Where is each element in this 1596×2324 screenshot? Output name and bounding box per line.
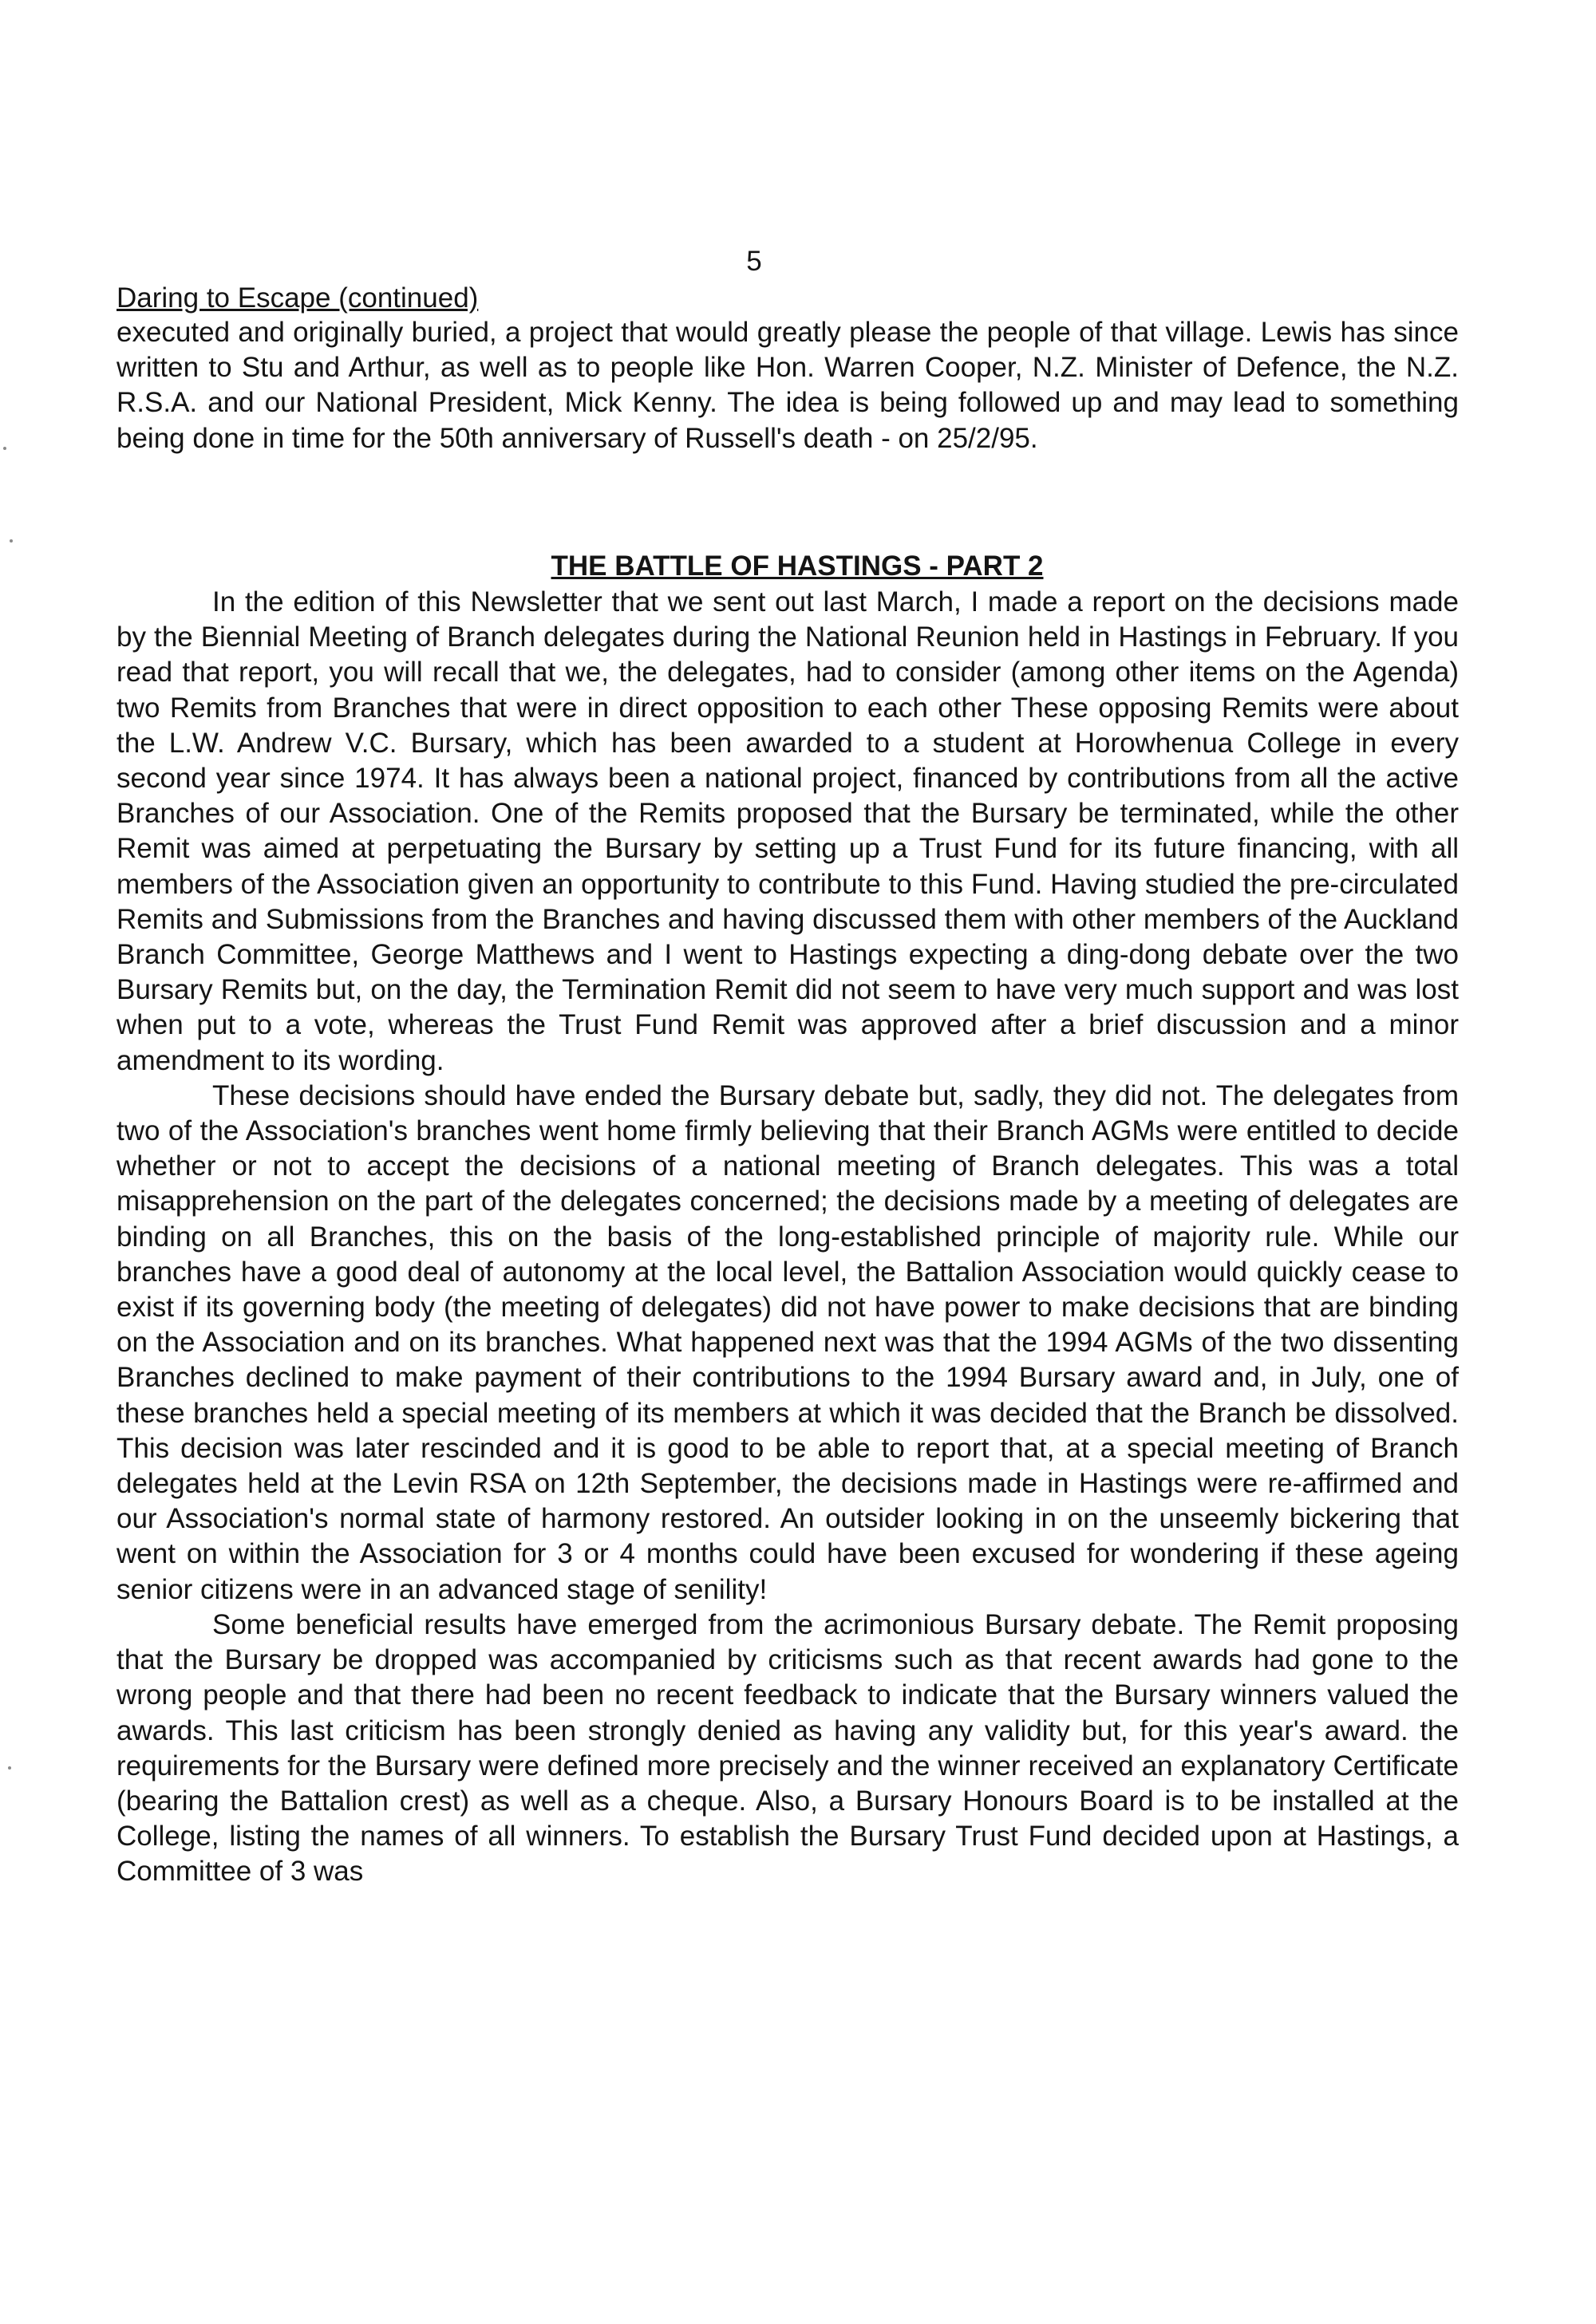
continued-section-title: Daring to Escape (continued) [117,282,479,314]
continued-paragraph: executed and originally buried, a project that would greatly please the people of that village. Lewis has since written to Stu and Arthur, as well as to people like Hon. Warren Cooper, N.Z. Minister of Defence, the N.Z. R.S.A. and our National President, Mick Kenny. The idea is being followed up and may lead to something being done in time for the 50th anniversary of Russell's death - on 25/2/95. [117,317,1459,454]
scan-speck [3,447,6,450]
scan-speck [8,1766,11,1770]
article-paragraph-3: Some beneficial results have emerged from the acrimonious Bursary debate. The Remit proposing that the Bursary be dropped was accompanied by criticisms such as that recent awards had gone to the wrong people and that there had been no recent feedback to indicate that the Bursary winners valued the awards. This last criticism has been strongly denied as having any validity but, for this year's award. the requirements for the Bursary were defined more precisely and the winner received an explanatory Certificate (bearing the Battalion crest) as well as a cheque. Also, a Bursary Honours Board is to be installed at the College, listing the names of all winners. To establish the Bursary Trust Fund decided upon at Hastings, a Committee of 3 was [117,1608,1459,1888]
article-heading: THE BATTLE OF HASTINGS - PART 2 [551,550,1044,582]
continued-section-body [117,315,1459,456]
article-paragraph-1: In the edition of this Newsletter that we sent out last March, I made a report on the decisions made by the Biennial Meeting of Branch delegates during the National Reunion held in Hastings in February. If you read that report, you will recall that we, the delegates, had to consider (among other items on the Agenda) two Remits from Branches that were in direct opposition to each other These opposing Remits were about the L.W. Andrew V.C. Bursary, which has been awarded to a student at Horowhenua College in every second year since 1974. It has always been a national project, financed by contributions from all the active Branches of our Association. One of the Remits proposed that the Bursary be terminated, while the other Remit was aimed at perpetuating the Bursary by setting up a Trust Fund for its future financing, with all members of the Association given an opportunity to contribute to this Fund. Having studied the pre-circulated Remits and Submissions from the Branches and having discussed them with other members of the Auckland Branch Committee, George Matthews and I went to Hastings expecting a ding-dong debate over the two Bursary Remits but, on the day, the Termination Remit did not seem to have very much support and was lost when put to a vote, whereas the Trust Fund Remit was approved after a brief discussion and a minor amendment to its wording. [117,586,1459,1076]
article-paragraph-2: These decisions should have ended the Bursary debate but, sadly, they did not. The delegates from two of the Association's branches went home firmly believing that their Branch AGMs were entitled to decide whether or not to accept the decisions of a national meeting of Branch delegates. This was a total misapprehension on the part of the delegates concerned; the decisions made by a meeting of delegates are binding on all Branches, this on the basis of the long-established principle of majority rule. While our branches have a good deal of autonomy at the local level, the Battalion Association would quickly cease to exist if its governing body (the meeting of delegates) did not have power to make decisions that are binding on the Association and on its branches. What happened next was that the 1994 AGMs of the two dissenting Branches declined to make payment of their contributions to the 1994 Bursary award and, in July, one of these branches held a special meeting of its members at which it was decided that the Branch be dissolved. This decision was later rescinded and it is good to be able to report that, at a special meeting of Branch delegates held at the Levin RSA on 12th September, the decisions made in Hastings were re-affirmed and our Association's normal state of harmony restored. An outsider looking in on the unseemly bickering that went on within the Association for 3 or 4 months could have been excused for wondering if these ageing senior citizens were in an advanced stage of senility! [117,1079,1459,1605]
page-number: 5 [746,246,762,277]
article-body [117,585,1459,1890]
scan-speck [10,539,13,543]
